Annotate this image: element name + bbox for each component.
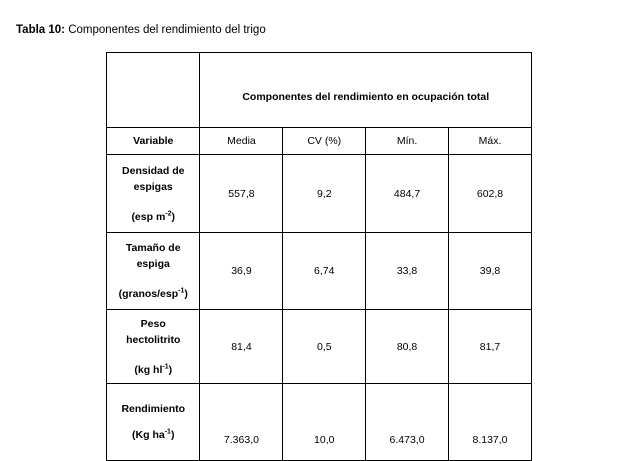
variable-cell (107, 310, 200, 384)
column-header-max: Máx. (449, 128, 532, 155)
value-media: 557,8 (200, 155, 283, 233)
unit-exponent: -1 (178, 287, 185, 295)
variable-unit (107, 362, 199, 378)
value-media: 7.363,0 (200, 384, 283, 461)
variable-cell (107, 155, 200, 233)
table-caption (16, 24, 266, 36)
group-header: Componentes del rendimiento en ocupación total (200, 53, 532, 128)
variable-unit (107, 427, 199, 443)
variable-cell (107, 233, 200, 310)
variable-name-line2: espiga (136, 258, 170, 270)
variable-name-line1: Tamaño de (125, 242, 181, 254)
column-header-row (107, 128, 532, 155)
table-row (107, 384, 532, 461)
variable-name-line1: Densidad de (122, 164, 185, 177)
caption-text: Componentes del rendimiento del trigo (65, 24, 266, 36)
value-min: 80,8 (366, 310, 449, 384)
variable-cell (107, 384, 200, 461)
column-header-min: Mín. (366, 128, 449, 155)
unit-base: (kg hl (134, 363, 163, 376)
unit-close: ) (171, 210, 176, 223)
variable-name-line1: Peso (140, 317, 166, 330)
value-max: 81,7 (449, 310, 532, 384)
value-min: 33,8 (366, 233, 449, 310)
empty-corner-cell (107, 53, 200, 128)
table-row (107, 233, 532, 310)
table-row (107, 310, 532, 384)
variable-name-line2: espigas (133, 180, 173, 193)
variable-name-line2: hectolitrito (126, 333, 181, 346)
group-header-row (107, 53, 532, 128)
unit-close: ) (170, 429, 175, 441)
value-min: 6.473,0 (366, 384, 449, 461)
value-media: 36,9 (200, 233, 283, 310)
unit-close: ) (184, 288, 188, 300)
value-media: 81,4 (200, 310, 283, 384)
value-cv: 10,0 (283, 384, 366, 461)
variable-unit (107, 286, 199, 302)
column-header-media: Media (200, 128, 283, 155)
table-row (107, 155, 532, 233)
variable-unit (107, 209, 199, 225)
variable-name-line1: Rendimiento (121, 403, 186, 415)
unit-close: ) (168, 363, 173, 376)
unit-exponent: -1 (164, 428, 171, 436)
caption-label: Tabla 10: (16, 24, 65, 36)
value-max: 39,8 (449, 233, 532, 310)
yield-components-table (106, 52, 532, 461)
value-max: 8.137,0 (449, 384, 532, 461)
unit-exponent: -1 (162, 363, 169, 370)
unit-exponent: -2 (165, 210, 172, 217)
unit-base: (esp m (131, 210, 166, 223)
column-header-variable: Variable (107, 128, 200, 155)
unit-base: (granos/esp (118, 288, 179, 300)
value-cv: 6,74 (283, 233, 366, 310)
value-cv: 0,5 (283, 310, 366, 384)
value-max: 602,8 (449, 155, 532, 233)
value-min: 484,7 (366, 155, 449, 233)
unit-base: (Kg ha (132, 429, 165, 441)
column-header-cv: CV (%) (283, 128, 366, 155)
value-cv: 9,2 (283, 155, 366, 233)
